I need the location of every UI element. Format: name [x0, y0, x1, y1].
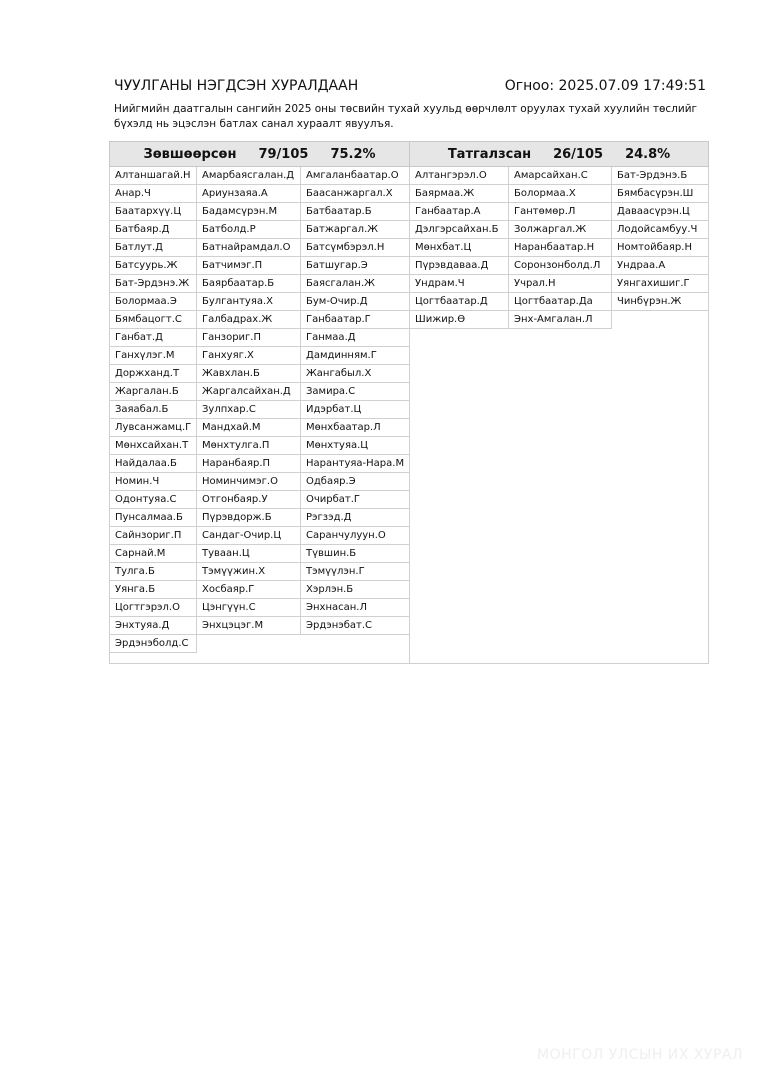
approve-names-grid	[109, 167, 410, 653]
approve-name-cell: Эрдэнэболд.С	[109, 635, 197, 653]
approve-name-cell: Жаргалсайхан.Д	[197, 383, 301, 401]
reject-name-cell: Золжаргал.Ж	[509, 221, 612, 239]
report-header	[114, 78, 706, 96]
approve-name-cell: Ганбат.Д	[109, 329, 197, 347]
reject-name-cell: Учрал.Н	[509, 275, 612, 293]
approve-name-cell: Сайнзориг.П	[109, 527, 197, 545]
approve-name-cell: Батсуурь.Ж	[109, 257, 197, 275]
approve-name-cell: Тэмүүлэн.Г	[301, 563, 410, 581]
approve-name-cell: Ганзориг.П	[197, 329, 301, 347]
reject-name-cell: Ганбаатар.А	[409, 203, 509, 221]
reject-name-cell: Цогтбаатар.Да	[509, 293, 612, 311]
reject-name-cell: Цогтбаатар.Д	[409, 293, 509, 311]
approve-name-cell: Амарбаясгалан.Д	[197, 167, 301, 185]
reject-percent: 24.8%	[625, 146, 671, 162]
approve-name-cell: Эрдэнэбат.С	[301, 617, 410, 635]
approve-name-cell: Болормаа.Э	[109, 293, 197, 311]
approve-name-cell: Батсүмбэрэл.Н	[301, 239, 410, 257]
approve-name-cell: Баярбаатар.Б	[197, 275, 301, 293]
approve-name-cell: Номин.Ч	[109, 473, 197, 491]
approve-section	[109, 141, 410, 653]
approve-name-cell: Баатархүү.Ц	[109, 203, 197, 221]
approve-name-cell: Пүрэвдорж.Б	[197, 509, 301, 527]
watermark-text: МОНГОЛ УЛСЫН ИХ ХУРАЛ	[536, 1047, 743, 1063]
approve-name-cell: Пунсалмаа.Б	[109, 509, 197, 527]
approve-name-cell: Доржханд.Т	[109, 365, 197, 383]
approve-name-cell: Энхнасан.Л	[301, 599, 410, 617]
approve-name-cell: Бат-Эрдэнэ.Ж	[109, 275, 197, 293]
approve-name-cell: Түвшин.Б	[301, 545, 410, 563]
approve-name-cell: Бум-Очир.Д	[301, 293, 410, 311]
reject-name-cell: Болормаа.Х	[509, 185, 612, 203]
approve-name-cell: Мөнхбаатар.Л	[301, 419, 410, 437]
reject-name-cell: Номтойбаяр.Н	[612, 239, 709, 257]
approve-name-cell: Батбаатар.Б	[301, 203, 410, 221]
reject-name-cell: Уянгахишиг.Г	[612, 275, 709, 293]
reject-name-cell: Шижир.Ө	[409, 311, 509, 329]
approve-name-cell: Баасанжаргал.Х	[301, 185, 410, 203]
approve-name-cell: Ганхуяг.Х	[197, 347, 301, 365]
approve-name-cell: Очирбат.Г	[301, 491, 410, 509]
approve-name-cell: Сарнай.М	[109, 545, 197, 563]
approve-name-cell: Ганхүлэг.М	[109, 347, 197, 365]
reject-names-grid	[409, 167, 709, 329]
approve-name-cell: Мөнхтулга.П	[197, 437, 301, 455]
approve-name-cell: Батболд.Р	[197, 221, 301, 239]
approve-name-cell: Ганбаатар.Г	[301, 311, 410, 329]
approve-name-cell: Одбаяр.Э	[301, 473, 410, 491]
approve-name-cell: Цогтгэрэл.О	[109, 599, 197, 617]
reject-name-cell: Мөнхбат.Ц	[409, 239, 509, 257]
approve-count: 79/105	[258, 146, 309, 162]
reject-name-cell: Гантөмөр.Л	[509, 203, 612, 221]
approve-name-cell: Туваан.Ц	[197, 545, 301, 563]
approve-name-cell: Наранбаяр.П	[197, 455, 301, 473]
session-title: ЧУУЛГАНЫ НЭГДСЭН ХУРАЛДААН	[114, 78, 359, 94]
approve-name-cell: Тэмүүжин.Х	[197, 563, 301, 581]
reject-name-cell: Энх-Амгалан.Л	[509, 311, 612, 329]
vote-date: Огноо: 2025.07.09 17:49:51	[504, 78, 706, 94]
approve-name-cell: Мөнхтуяа.Ц	[301, 437, 410, 455]
approve-name-cell: Амгаланбаатар.О	[301, 167, 410, 185]
approve-name-cell: Одонтуяа.С	[109, 491, 197, 509]
approve-name-cell: Лувсанжамц.Г	[109, 419, 197, 437]
approve-name-cell: Бадамсүрэн.М	[197, 203, 301, 221]
approve-name-cell: Дамдинням.Г	[301, 347, 410, 365]
reject-name-cell: Амарсайхан.С	[509, 167, 612, 185]
approve-name-cell: Батбаяр.Д	[109, 221, 197, 239]
approve-name-cell: Булгантуяа.Х	[197, 293, 301, 311]
reject-name-cell: Бат-Эрдэнэ.Б	[612, 167, 709, 185]
approve-name-cell: Бямбацогт.С	[109, 311, 197, 329]
reject-header	[409, 141, 709, 167]
approve-name-cell: Нарантуяа-Нара.М	[301, 455, 410, 473]
reject-section	[409, 141, 709, 329]
reject-name-cell: Пүрэвдаваа.Д	[409, 257, 509, 275]
reject-label: Татгалзсан	[447, 146, 532, 162]
approve-name-cell: Анар.Ч	[109, 185, 197, 203]
approve-name-cell: Тулга.Б	[109, 563, 197, 581]
approve-name-cell: Жаргалан.Б	[109, 383, 197, 401]
vote-description: Нийгмийн даатгалын сангийн 2025 оны төсвийн тухай хуульд өөрчлөлт оруулах тухай хуулийн төслийг бүхэлд нь эцэслэн батлах санал хураалт явуулъя.	[114, 103, 698, 130]
approve-name-cell: Номинчимэг.О	[197, 473, 301, 491]
approve-name-cell: Батлут.Д	[109, 239, 197, 257]
reject-name-cell: Чинбүрэн.Ж	[612, 293, 709, 311]
approve-name-cell: Батжаргал.Ж	[301, 221, 410, 239]
approve-name-cell: Идэрбат.Ц	[301, 401, 410, 419]
approve-name-cell: Хэрлэн.Б	[301, 581, 410, 599]
reject-name-cell: Алтангэрэл.О	[409, 167, 509, 185]
approve-name-cell: Батшугар.Э	[301, 257, 410, 275]
approve-name-cell: Найдалаа.Б	[109, 455, 197, 473]
reject-name-cell: Дэлгэрсайхан.Б	[409, 221, 509, 239]
approve-name-cell: Сандаг-Очир.Ц	[197, 527, 301, 545]
approve-name-cell: Рэгзэд.Д	[301, 509, 410, 527]
approve-name-cell: Жангабыл.Х	[301, 365, 410, 383]
approve-name-cell: Ариунзаяа.А	[197, 185, 301, 203]
approve-name-cell: Мандхай.М	[197, 419, 301, 437]
approve-label: Зөвшөөрсөн	[143, 146, 237, 162]
reject-name-cell: Даваасүрэн.Ц	[612, 203, 709, 221]
approve-percent: 75.2%	[330, 146, 376, 162]
approve-name-cell: Галбадрах.Ж	[197, 311, 301, 329]
approve-name-cell: Уянга.Б	[109, 581, 197, 599]
approve-name-cell: Батчимэг.П	[197, 257, 301, 275]
approve-name-cell: Зулпхар.С	[197, 401, 301, 419]
approve-name-cell: Саранчулуун.О	[301, 527, 410, 545]
approve-name-cell: Энхцэцэг.М	[197, 617, 301, 635]
approve-header	[109, 141, 410, 167]
approve-name-cell: Хосбаяр.Г	[197, 581, 301, 599]
approve-name-cell: Жавхлан.Б	[197, 365, 301, 383]
approve-name-cell: Батнайрамдал.О	[197, 239, 301, 257]
approve-name-cell: Цэнгүүн.С	[197, 599, 301, 617]
approve-name-cell: Заяабал.Б	[109, 401, 197, 419]
approve-name-cell: Энхтуяа.Д	[109, 617, 197, 635]
reject-name-cell: Лодойсамбуу.Ч	[612, 221, 709, 239]
approve-name-cell: Отгонбаяр.У	[197, 491, 301, 509]
reject-name-cell: Бямбасүрэн.Ш	[612, 185, 709, 203]
approve-name-cell: Алтаншагай.Н	[109, 167, 197, 185]
reject-name-cell: Ундрам.Ч	[409, 275, 509, 293]
approve-name-cell: Мөнхсайхан.Т	[109, 437, 197, 455]
reject-name-cell: Баярмаа.Ж	[409, 185, 509, 203]
reject-name-cell: Наранбаатар.Н	[509, 239, 612, 257]
approve-name-cell: Ганмаа.Д	[301, 329, 410, 347]
approve-name-cell: Баясгалан.Ж	[301, 275, 410, 293]
approve-name-cell: Замира.С	[301, 383, 410, 401]
reject-name-cell: Ундраа.А	[612, 257, 709, 275]
reject-count: 26/105	[553, 146, 604, 162]
reject-name-cell: Соронзонболд.Л	[509, 257, 612, 275]
